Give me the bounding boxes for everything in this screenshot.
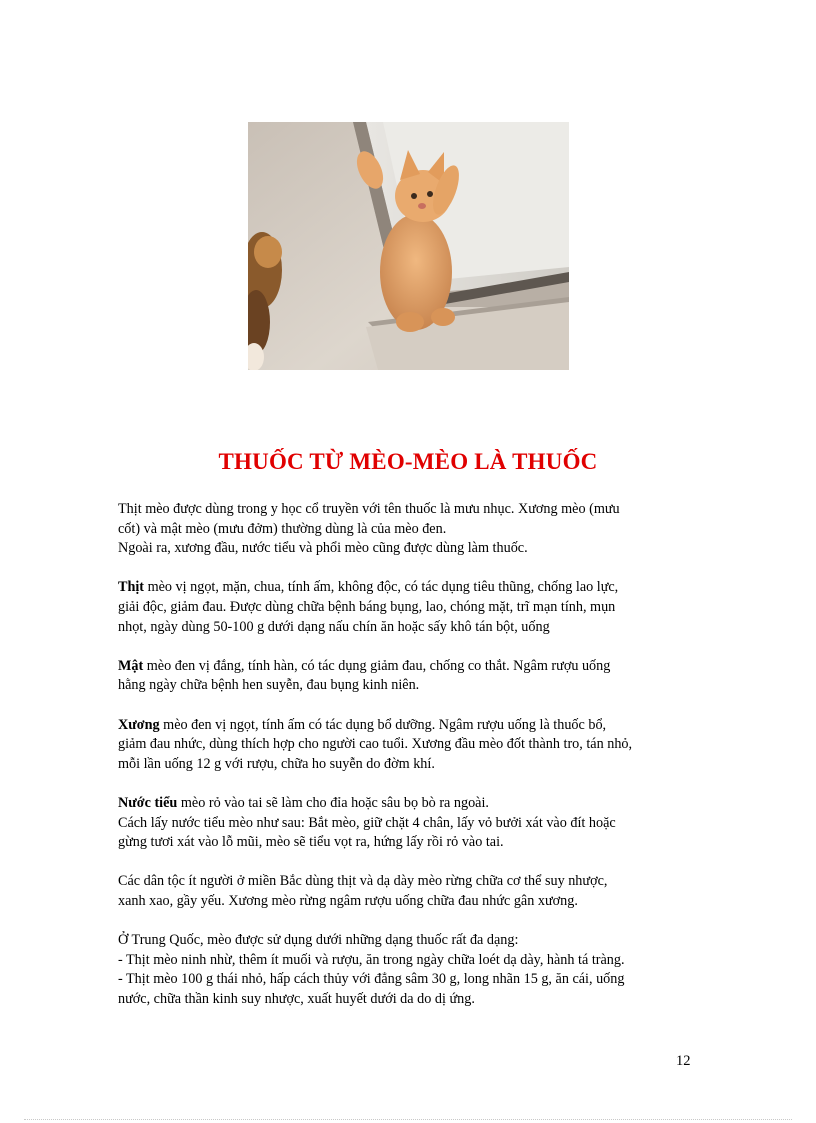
- text-line: [118, 657, 708, 677]
- page-number: 12: [676, 1053, 691, 1069]
- text-line: gừng tươi xát vào lỗ mũi, mèo sẽ tiểu vọt ra, hứng lấy rồi rỏ vào tai.: [118, 834, 504, 851]
- paragraph-meat: [118, 578, 708, 637]
- term-heading: Xương: [118, 716, 160, 733]
- paragraph-china: [118, 931, 708, 1009]
- text-line: Các dân tộc ít người ở miền Bắc dùng thịt và dạ dày mèo rừng chữa cơ thể suy nhược,: [118, 873, 608, 890]
- text-line: - Thịt mèo ninh nhừ, thêm ít muối và rượu, ăn trong ngày chữa loét dạ dày, hành tá tràng.: [118, 951, 625, 968]
- text-line: Thịt mèo được dùng trong y học cổ truyền với tên thuốc là mưu nhục. Xương mèo (mưu: [118, 501, 620, 517]
- text-line: nước, chữa thần kinh suy nhược, xuất huyết dưới da do dị ứng.: [118, 990, 475, 1007]
- text-segment: mèo vị ngọt, mặn, chua, tính ấm, không độc, có tác dụng tiêu thũng, chống lao lực,: [144, 579, 619, 596]
- text-line: Ở Trung Quốc, mèo được sử dụng dưới những dạng thuốc rất đa dạng:: [118, 932, 519, 949]
- kitten-photo: [248, 122, 569, 370]
- text-line: [118, 716, 708, 736]
- paragraph-bile: [118, 657, 708, 696]
- text-line: mỗi lần uống 12 g với rượu, chữa ho suyễn do đờm khí.: [118, 755, 435, 772]
- text-line: Cách lấy nước tiểu mèo như sau: Bắt mèo, giữ chặt 4 chân, lấy vỏ bưởi xát vào đít hoặc: [118, 814, 616, 831]
- text-line: [118, 794, 708, 814]
- paragraph-ethnic: [118, 872, 708, 911]
- text-line: [118, 578, 708, 598]
- paragraph-intro: [118, 500, 708, 559]
- text-line: cốt) và mật mèo (mưu đởm) thường dùng là của mèo đen.: [118, 520, 447, 537]
- term-heading: Mật: [118, 657, 144, 674]
- text-line: giảm đau nhức, dùng thích hợp cho người cao tuổi. Xương đầu mèo đốt thành tro, tán nhỏ,: [118, 736, 633, 753]
- document-title: THUỐC TỪ MÈO-MÈO LÀ THUỐC: [218, 449, 598, 474]
- term-heading: Thịt: [118, 579, 145, 596]
- text-line: hằng ngày chữa bệnh hen suyễn, đau bụng kinh niên.: [118, 677, 420, 694]
- text-line: giải độc, giảm đau. Được dùng chữa bệnh báng bụng, lao, chóng mặt, trĩ mạn tính, mụn: [118, 598, 616, 615]
- text-segment: mèo đen vị đắng, tính hàn, có tác dụng giảm đau, chống co thắt. Ngâm rượu uống: [143, 657, 611, 674]
- text-segment: mèo rỏ vào tai sẽ làm cho đỉa hoặc sâu bọ bò ra ngoài.: [177, 794, 489, 811]
- text-line: Ngoài ra, xương đầu, nước tiểu và phổi mèo cũng được dùng làm thuốc.: [118, 540, 528, 557]
- body-text: [118, 500, 708, 1029]
- paragraph-bone: [118, 716, 708, 775]
- text-line: - Thịt mèo 100 g thái nhỏ, hấp cách thủy với đẳng sâm 30 g, long nhãn 15 g, ăn cái, uống: [118, 971, 625, 988]
- text-segment: mèo đen vị ngọt, tính ấm có tác dụng bổ dưỡng. Ngâm rượu uống là thuốc bổ,: [159, 716, 607, 733]
- footer-divider: [24, 1119, 792, 1120]
- term-heading: Nước tiểu: [118, 794, 178, 811]
- text-line: xanh xao, gầy yếu. Xương mèo rừng ngâm rượu uống chữa đau nhức gân xương.: [118, 892, 578, 909]
- paragraph-urine: [118, 794, 708, 853]
- text-line: nhọt, ngày dùng 50-100 g dưới dạng nấu chín ăn hoặc sấy khô tán bột, uống: [118, 618, 550, 635]
